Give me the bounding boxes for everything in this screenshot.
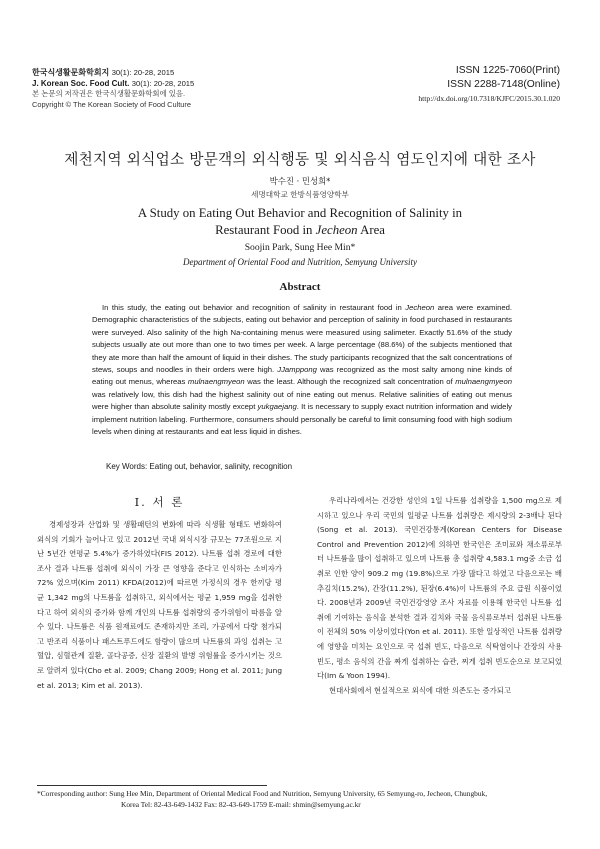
- title-english-line2: [0, 222, 600, 239]
- title-korean: 제천지역 외식업소 방문객의 외식행동 및 외식음식 염도인지에 대한 조사: [64, 151, 536, 168]
- keywords-label: Key Words:: [106, 462, 148, 471]
- footnote: [37, 789, 567, 810]
- abstract-part: In this study, the eating out behavior and recognition of salinity in restaurant food in: [102, 303, 406, 312]
- authors-english: Soojin Park, Sung Hee Min*: [244, 242, 356, 253]
- title-english: [0, 205, 600, 238]
- authors-korean: 박수진 · 민성희*: [269, 176, 331, 186]
- abstract-heading: Abstract: [279, 281, 321, 293]
- abstract-part: . It is necessary to supply exact nutrition information and widely implement nutrition labeling. Furthermore, consumers should personally be careful to limit consuming food with high sodium levels when dining at restaurants and eat less liquid in dishes.: [92, 402, 512, 437]
- abstract-part: was recognized as the most salty among nine kinds of eating out menus, whereas: [92, 365, 512, 387]
- intro-paragraph-1: 경제성장과 산업화 및 생활패턴의 변화에 따라 식생활 형태도 변화하여 외식의 기회가 늘어나고 있고 2012년 국내 외식시장 규모는 77조원으로 지난 5년간 연평균 5.4%가 증가하였다(FIS 2012). 나트륨 섭취 경로에 대한 조사 결과 나트륨 섭취에 외식이 가장 큰 영향을 준다고 인식하는 소비자가 72% 였으며(Kim 2011) KFDA(2012)에 따르면 가정식의 경우 한끼당 평균 1,342 mg의 나트륨을 섭취하고, 외식에서는 평균 1,959 mg을 섭취한다고 하여 외식의 증가와 함께 개인의 나트륨 섭취량의 증가위험이 따름을 알 수 있다. 나트륨은 식품 원재료에도 존재하지만 조리, 가공에서 다량 첨가되고 반조리 식품이나 패스트푸드에도 함량이 많으며 나트륨의 과잉 섭취는 고혈압, 심혈관계 질환, 골다공증, 신장 질환의 발병 위험률을 증가시키는 것으로 알려져 있다(Cho et al. 2009; Chang 2009; Hong et al. 2011; Jung et al. 2013; Kim et al. 2013).: [37, 520, 282, 690]
- affiliation-korean: 세명대학교 한방식품영양학부: [251, 190, 349, 199]
- title-place: Jecheon: [315, 222, 358, 237]
- intro-paragraph-3: 현대사회에서 현실적으로 외식에 대한 의존도는 증가되고: [329, 685, 511, 695]
- body-column-right: [317, 494, 562, 698]
- keywords-list: Eating out, behavior, salinity, recognition: [147, 462, 293, 471]
- section-heading-intro: Ⅰ. 서 론: [134, 495, 185, 509]
- title-text: Restaurant Food in: [215, 222, 316, 237]
- abstract-part: was the least. Although the recognized salt concentration of: [244, 377, 456, 387]
- doi-link[interactable]: http://dx.doi.org/10.7318/KJFC/2015.30.1.020: [418, 94, 560, 103]
- journal-name-kr: 한국식생활문화학회지: [32, 68, 110, 77]
- footnote-line2: Korea Tel: 82-43-649-1432 Fax: 82-43-649-1759 E-mail: shmin@semyung.ac.kr: [121, 799, 361, 809]
- footnote-divider: [37, 785, 267, 786]
- title-text-end: Area: [357, 222, 385, 237]
- footnote-line1: *Corresponding author: Sung Hee Min, Department of Oriental Medical Food and Nutrition, Semyung University, 65 Semyung-ro, Jecheon, Chungbuk,: [37, 789, 488, 798]
- issn-block: [418, 64, 560, 103]
- abstract-part: area were examined. Demographic characteristics of the subjects, eating out behavior and perception of salinity in food purchased in restaurants were surveyed. Also salinity of the high Na-containing menus were measured using salimeter. Exactly 51.6% of the study subjects usually ate out more than one to two times per week. A large percentage (88.6%) of the subjects mentioned that they ate more than half the amount of liquid in their dishes. The study participants recognized that the salt concentrations of stews, soups and noodles in their orders were high.: [92, 303, 512, 375]
- intro-paragraph-2: 우리나라에서는 건강한 성인의 1일 나트륨 섭취량을 1,500 mg으로 제시하고 있으나 우리 국민의 일평균 나트륨 섭취량은 제시량의 2-3배나 된다(Song et al. 2013). 국민건강통계(Korean Centers for Disease Control and Prevention 2012)에 의하면 한국인은 조미료와 채소류로부터 나트륨을 많이 섭취하고 있으며 나트륨 총 섭취량 4,583.1 mg중 소금 섭취로 인한 양이 909.2 mg (19.8%)으로 가장 많다고 하였고 다음으로는 배추김치(15.2%), 간장(11.2%), 된장(6.4%)이 나트륨의 주요 급원 식품이었다. 2008년과 2009년 국민건강영양 조사 자료를 이용해 한국인 나트륨 섭취에 기여하는 음식을 분석한 결과 김치와 국물 음식류로부터 섭취된 나트륨이 전체의 50% 이상이었다(Yon et al. 2011). 또한 일상적인 나트륨 섭취량에 영향을 미치는 요인으로 국 섭취 빈도, 다음으로 식탁염이나 간장의 사용빈도, 평소 음식의 간을 짜게 섭취하는 습관, 찌게 섭취 빈도순으로 보고되었다(Im & Yoon 1994).: [317, 496, 562, 681]
- title-english-line1: A Study on Eating Out Behavior and Recognition of Salinity in: [137, 206, 463, 220]
- abstract-italic: Jecheon: [405, 303, 435, 312]
- affiliation-english: Department of Oriental Food and Nutrition, Semyung University: [183, 257, 417, 267]
- copyright-en: Copyright © The Korean Society of Food Culture: [32, 99, 191, 109]
- abstract-italic: JJamppong: [277, 365, 317, 375]
- issn-print: ISSN 1225-7060(Print): [455, 65, 560, 76]
- copyright-kr: 본 논문의 저작권은 한국식생활문화학회에 있음.: [32, 89, 186, 99]
- abstract-italic: mulnaengmyeon: [187, 377, 245, 387]
- journal-volume-kr: 30(1): 20-28, 2015: [111, 68, 175, 77]
- issn-online: ISSN 2288-7148(Online): [447, 78, 560, 90]
- journal-volume-en: 30(1): 20-28, 2015: [131, 78, 195, 88]
- keywords: [106, 462, 292, 471]
- journal-header: [32, 68, 194, 110]
- abstract-part: was relatively low, this dish had the highest salinity out of nine eating out menus. Relative salinities of eating out menus were higher than absolute salinity mostly except: [92, 389, 512, 412]
- abstract-italic: yukgaejang: [257, 402, 297, 412]
- abstract-text: [92, 302, 512, 438]
- abstract-italic: mulnaengmyeon: [455, 377, 512, 387]
- journal-name-en: J. Korean Soc. Food Cult.: [32, 78, 130, 88]
- body-column-left: [37, 518, 282, 693]
